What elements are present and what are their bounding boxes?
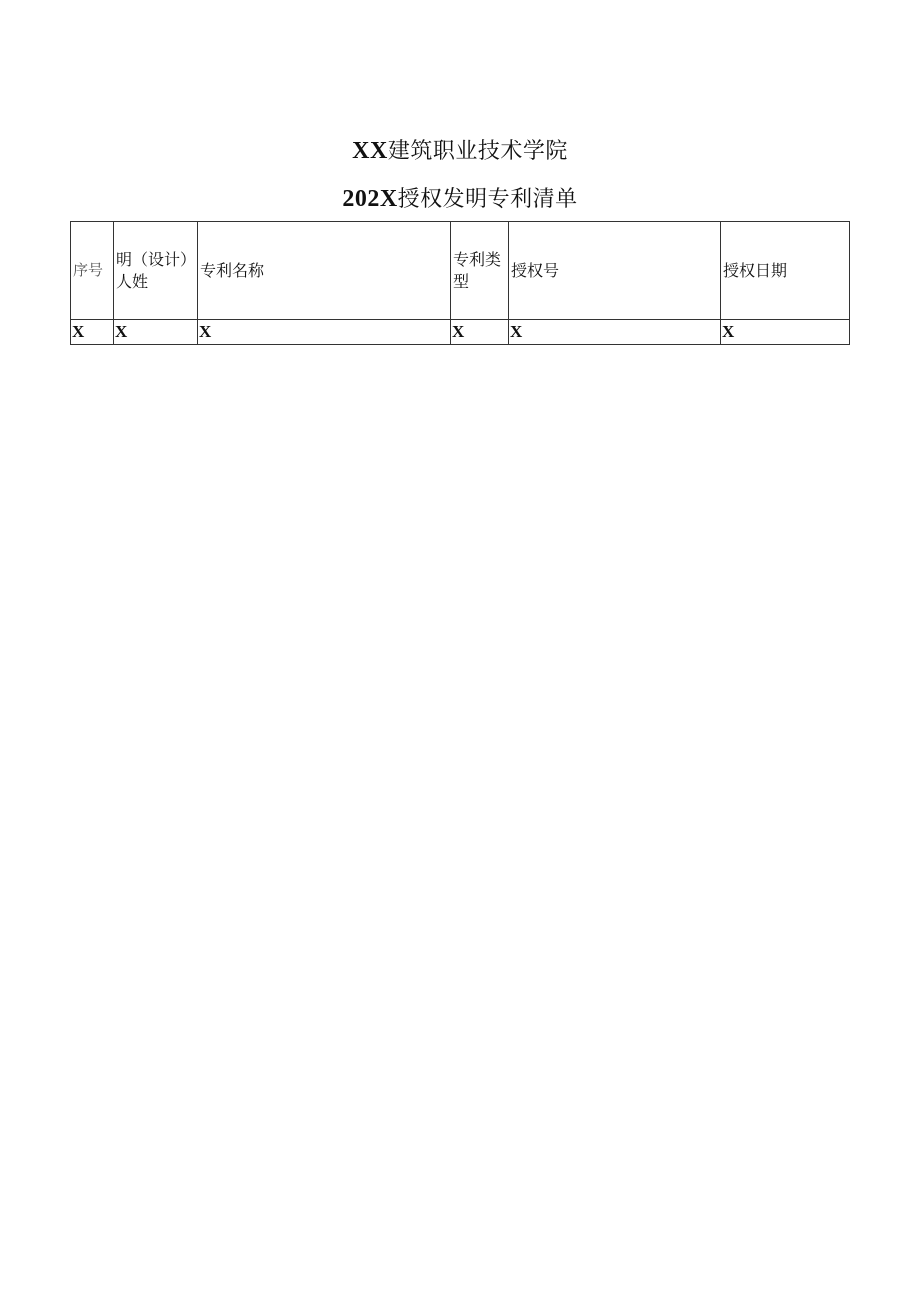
subtitle-text: 授权发明专利清单: [397, 187, 578, 212]
cell-patent-type: X: [451, 320, 509, 345]
subtitle-year: 202X: [342, 186, 398, 212]
cell-patent-name: X: [198, 320, 451, 345]
title-prefix: XX: [352, 138, 388, 164]
header-patent-name: 专利名称: [198, 222, 451, 320]
cell-grant-date: X: [721, 320, 850, 345]
title-text: 建筑职业技术学院: [387, 139, 568, 164]
header-patent-type: 专利类型: [451, 222, 509, 320]
table-row: [71, 320, 850, 345]
header-grant-date: 授权日期: [721, 222, 850, 320]
cell-serial-number: X: [71, 320, 114, 345]
cell-inventor-name: X: [114, 320, 198, 345]
document-title: [0, 136, 920, 167]
cell-grant-number: X: [509, 320, 721, 345]
header-inventor-name: 明（设计）人姓: [114, 222, 198, 320]
header-grant-number: 授权号: [509, 222, 721, 320]
document-subtitle: [0, 184, 920, 215]
patent-table: [70, 221, 850, 345]
header-serial-number: 序号: [71, 222, 114, 320]
table-header-row: [71, 222, 850, 320]
